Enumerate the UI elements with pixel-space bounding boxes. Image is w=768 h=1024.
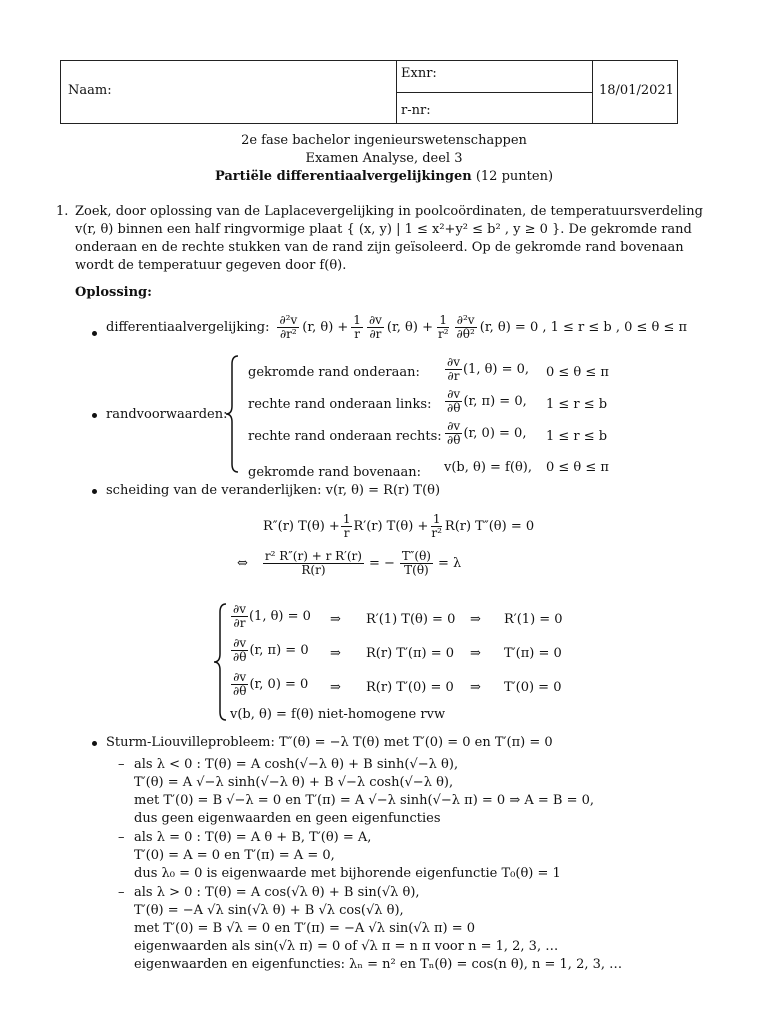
case-line: als λ < 0 : T(θ) = A cosh(√−λ θ) + B sinh(√−λ θ), xyxy=(134,757,459,772)
rvw-name: rechte rand onderaan rechts: xyxy=(248,429,442,444)
question-line: wordt de temperatuur gegeven door f(θ). xyxy=(75,258,347,273)
bc-lhs-text: (1, θ) = 0 xyxy=(248,608,311,624)
title-line-3 xyxy=(0,169,768,184)
rvw-name: gekromde rand bovenaan: xyxy=(248,465,422,480)
bc-lhs xyxy=(230,637,309,663)
numerator: ∂v xyxy=(447,419,461,433)
case-line: dus λ₀ = 0 is eigenwaarde met bijhorende eigenfunctie T₀(θ) = 1 xyxy=(134,866,561,881)
fraction xyxy=(231,671,248,697)
denominator: ∂θ xyxy=(233,649,247,664)
fraction: $\frac{T''(\theta)}{T(\theta)}$ xyxy=(401,549,431,577)
bc-last: v(b, θ) = f(θ) niet-homogene rvw xyxy=(230,707,446,722)
rnr-label: r-nr: xyxy=(401,103,431,118)
bullet xyxy=(92,741,97,746)
fraction: $\frac{\text{∂²v}}{\text{∂θ²}}$ xyxy=(456,313,475,341)
fraction: $\frac{\text{r² R″(r) + r R′(r)}}{R(r)}$ xyxy=(264,549,362,577)
bc-rhs: R′(1) = 0 xyxy=(504,612,563,627)
denominator: ∂θ xyxy=(447,432,461,447)
separation-eq-2: ⇔ $\frac{\text{r² R″(r) + r R′(r)}}{R(r)}$ = − $\frac{T''(\theta)}{T(\theta)}$ = λ xyxy=(237,549,462,577)
numerator: ∂v xyxy=(447,387,461,401)
numerator: ∂v xyxy=(233,602,246,616)
separation-eq-1 xyxy=(263,513,534,539)
fraction xyxy=(445,356,462,382)
case-line: T′(θ) = −A √λ sin(√λ θ) + B √λ cos(√λ θ), xyxy=(134,903,404,918)
rvw-condition: v(b, θ) = f(θ), xyxy=(444,460,532,475)
denominator: ∂θ xyxy=(447,400,461,415)
rvw-name: gekromde rand onderaan: xyxy=(248,365,420,380)
fraction: $\frac{\partial v}{\partial r}$ xyxy=(368,313,382,341)
dash: – xyxy=(118,830,125,845)
question-line: Zoek, door oplossing van de Laplacevergelijking in poolcoördinaten, de temperatuursverdeling xyxy=(75,204,703,219)
eq-part: R′(r) T(θ) + xyxy=(353,518,429,534)
eq-part: R″(r) T(θ) + xyxy=(263,518,340,534)
denominator: ∂r xyxy=(447,368,460,383)
title-line-1: 2e fase bachelor ingenieurswetenschappen xyxy=(241,133,527,148)
bc-mid: R′(1) T(θ) = 0 xyxy=(366,612,456,627)
header-table xyxy=(60,60,678,124)
title-bold: Partiële differentiaalvergelijkingen xyxy=(214,169,472,184)
bc-lhs xyxy=(230,603,311,629)
numerator: ∂v xyxy=(233,670,247,684)
diffeq-tail: (r, θ) = 0 , 1 ≤ r ≤ b , 0 ≤ θ ≤ π xyxy=(479,319,688,335)
rvw-cond-text: (1, θ) = 0, xyxy=(462,361,530,377)
numerator: ∂v xyxy=(233,636,247,650)
rvw-condition xyxy=(444,356,529,382)
case-line: als λ > 0 : T(θ) = A cos(√λ θ) + B sin(√λ θ), xyxy=(134,885,420,900)
implies-icon: ⇒ xyxy=(330,646,341,661)
rvw-name: rechte rand onderaan links: xyxy=(248,397,432,412)
divider xyxy=(592,61,593,123)
question-line: v(r, θ) binnen een half ringvormige plaat { (x, y) | 1 ≤ x²+y² ≤ b² , y ≥ 0 }. De gekromde rand xyxy=(75,222,692,237)
fraction: $\frac{1}{r}$ xyxy=(342,512,351,540)
bc-mid: R(r) T′(0) = 0 xyxy=(366,680,454,695)
eq-part: = λ xyxy=(437,555,462,571)
case-line: met T′(0) = B √λ = 0 en T′(π) = −A √λ sin(√λ π) = 0 xyxy=(134,921,476,936)
bullet xyxy=(92,331,97,336)
case-line: met T′(0) = B √−λ = 0 en T′(π) = A √−λ sinh(√−λ π) = 0 ⇒ A = B = 0, xyxy=(134,793,595,808)
rvw-cond-text: (r, 0) = 0, xyxy=(463,425,527,441)
implies-icon: ⇒ xyxy=(470,680,481,695)
denominator: ∂θ xyxy=(233,683,247,698)
solution-heading: Oplossing: xyxy=(75,285,152,300)
rvw-label: randvoorwaarden: xyxy=(106,407,228,422)
bullet xyxy=(92,489,97,494)
case-line: eigenwaarden en eigenfuncties: λₙ = n² en Tₙ(θ) = cos(n θ), n = 1, 2, 3, … xyxy=(134,957,623,972)
fraction xyxy=(231,603,248,629)
left-brace-icon xyxy=(212,602,228,722)
fraction: $\frac{1}{r}$ xyxy=(353,313,361,341)
diffeq-line: differentiaalvergelijking: $\frac{\text{∂²v}}{\text{∂r²}}$ (r, θ) + $\frac{1}{r}$ $\frac{\partial v}{\partial r}$ (r, θ) + $\frac{1}{\text{r²}}$ $\frac{\text{∂²v}}{\text{∂θ²}}$ (r, θ) = 0 , 1 ≤ r ≤ b , 0 ≤ θ ≤ π xyxy=(106,313,688,341)
implies-icon: ⇒ xyxy=(330,680,341,695)
divider xyxy=(397,92,592,93)
bc-lhs-text: (r, 0) = 0 xyxy=(249,676,309,692)
naam-label: Naam: xyxy=(68,83,112,98)
rvw-range: 1 ≤ r ≤ b xyxy=(546,397,608,412)
rvw-range: 0 ≤ θ ≤ π xyxy=(546,365,609,380)
case-line: als λ = 0 : T(θ) = A θ + B, T′(θ) = A, xyxy=(134,830,372,845)
question-number: 1. xyxy=(56,204,69,219)
fraction xyxy=(231,637,248,663)
case-line: dus geen eigenwaarden en geen eigenfuncties xyxy=(134,811,441,826)
fraction: $\frac{1}{\text{r²}}$ xyxy=(437,313,449,341)
rvw-range: 1 ≤ r ≤ b xyxy=(546,429,608,444)
case-line: eigenwaarden als sin(√λ π) = 0 of √λ π = n π voor n = 1, 2, 3, … xyxy=(134,939,559,954)
equivalence-icon: ⇔ xyxy=(237,555,248,571)
eq-part: R(r) T″(θ) = 0 xyxy=(444,518,535,534)
fraction xyxy=(445,388,462,414)
rvw-cond-text: (r, π) = 0, xyxy=(463,393,527,409)
case-line: T′(θ) = A √−λ sinh(√−λ θ) + B √−λ cosh(√−λ θ), xyxy=(134,775,454,790)
dash: – xyxy=(118,885,125,900)
bc-mid: R(r) T′(π) = 0 xyxy=(366,646,455,661)
case-line: T′(0) = A = 0 en T′(π) = A = 0, xyxy=(134,848,335,863)
sturm-liouville-title: Sturm-Liouvilleprobleem: T″(θ) = −λ T(θ) met T′(0) = 0 en T′(π) = 0 xyxy=(106,735,553,750)
diffeq-label: differentiaalvergelijking: xyxy=(106,319,270,335)
question-line: onderaan en de rechte stukken van de rand zijn geïsoleerd. Op de gekromde rand bovenaan xyxy=(75,240,684,255)
implies-icon: ⇒ xyxy=(330,612,341,627)
rvw-condition xyxy=(444,388,527,414)
fraction: $\frac{\text{∂²v}}{\text{∂r²}}$ xyxy=(279,313,298,341)
rvw-condition xyxy=(444,420,526,446)
rvw-range: 0 ≤ θ ≤ π xyxy=(546,460,609,475)
separation-text: scheiding van de veranderlijken: v(r, θ) = R(r) T(θ) xyxy=(106,483,441,498)
numerator: ∂v xyxy=(447,355,460,369)
fraction xyxy=(445,420,462,446)
title-line-2: Examen Analyse, deel 3 xyxy=(305,151,463,166)
denominator: ∂r xyxy=(233,615,246,630)
left-brace-icon xyxy=(224,354,240,474)
exam-date: 18/01/2021 xyxy=(599,83,674,98)
implies-icon: ⇒ xyxy=(470,612,481,627)
title-points: (12 punten) xyxy=(475,169,554,184)
bc-lhs-text: (r, π) = 0 xyxy=(249,642,309,658)
fraction: $\frac{1}{\text{r²}}$ xyxy=(431,512,442,540)
exnr-label: Exnr: xyxy=(401,66,437,81)
bc-rhs: T′(π) = 0 xyxy=(504,646,562,661)
bc-rhs: T′(0) = 0 xyxy=(504,680,562,695)
implies-icon: ⇒ xyxy=(470,646,481,661)
dash: – xyxy=(118,757,125,772)
bullet xyxy=(92,413,97,418)
bc-lhs xyxy=(230,671,308,697)
